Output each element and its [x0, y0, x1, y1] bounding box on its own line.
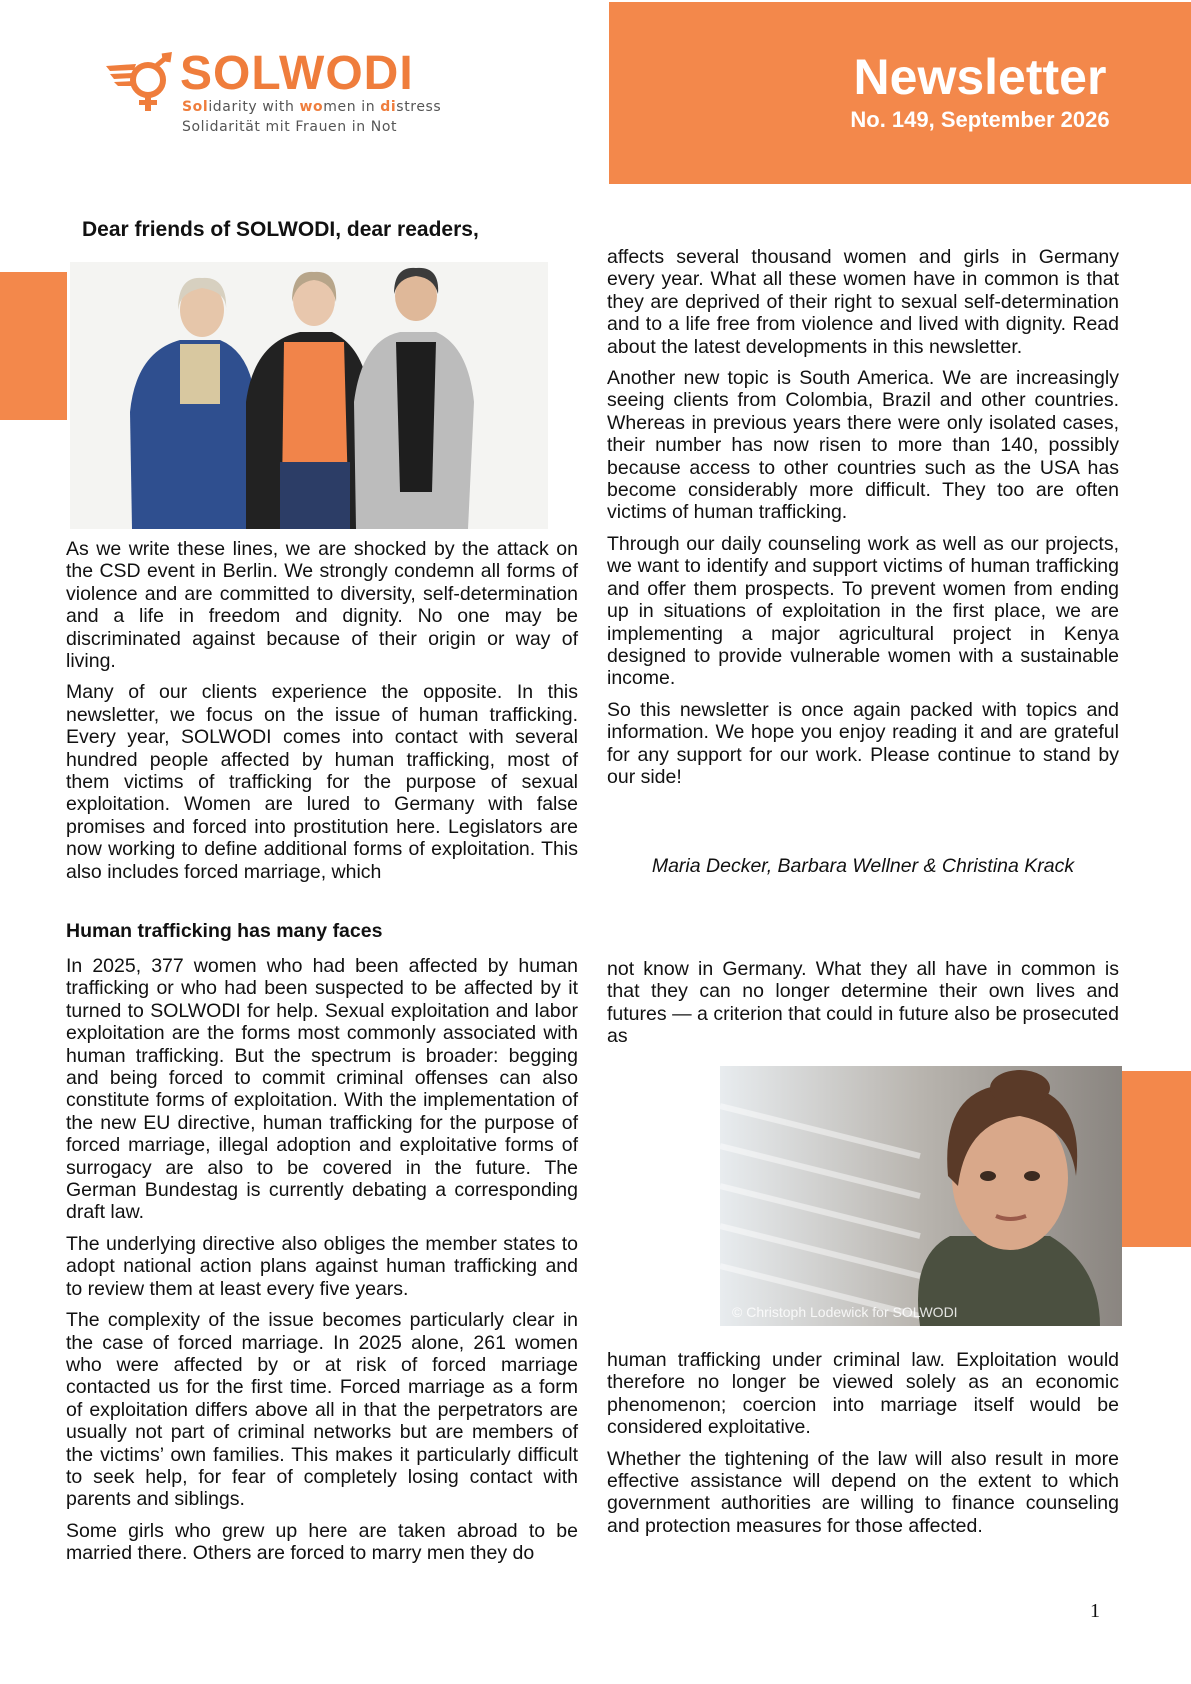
newsletter-issue: No. 149, September 2026	[850, 107, 1110, 132]
paragraph: So this newsletter is once again packed with topics and information. We hope you enjoy reading it and are grateful for any support for our work. Please continue to stand by our side!	[607, 698, 1119, 788]
paragraph: The underlying directive also obliges the member states to adopt national action plans against human trafficking and to review them at least every five years.	[66, 1232, 578, 1300]
paragraph: The complexity of the issue becomes particularly clear in the case of forced marriage. In 2025 alone, 261 women who were affected by or at risk of forced marriage contacted us for the first time. Forced marriage as a form of exploitation differs above all in that the perpetrators are usually not part of criminal networks but are members of the victims’ own families. This makes it particularly difficult to seek help, for fear of completely losing contact with parents and siblings.	[66, 1309, 578, 1511]
logo-tagline-en: Solidarity with women in distress	[182, 99, 442, 115]
paragraph: not know in Germany. What they all have in common is that they can no longer determine their own lives and futures — a criterion that could in future also be prosecuted as	[607, 958, 1119, 1048]
section2-left-column	[66, 955, 578, 1574]
paragraph: Through our daily counseling work as well as our projects, we want to identify and support victims of human trafficking and offer them prospects. To prevent women from ending up in situations of exploitation in the first place, we are implementing a major agricultural project in Kenya designed to provide vulnerable women with a sustainable income.	[607, 532, 1119, 690]
paragraph: Many of our clients experience the opposite. In this newsletter, we focus on the issue of human trafficking. Every year, SOLWODI comes into contact with several hundred people affected by human trafficking, most of them victims of trafficking for the purpose of sexual exploitation. Women are lured to Germany with false promises and forced into prostitution here. Legislators are now working to define additional forms of exploitation. This also includes forced marriage, which	[66, 681, 578, 883]
paragraph: Whether the tightening of the law will also result in more effective assistance will depend on the extent to which government authorities are willing to finance counseling and protection measures for those affected.	[607, 1447, 1119, 1537]
solwodi-logo-icon	[104, 52, 180, 114]
signature: Maria Decker, Barbara Wellner & Christina Krack	[651, 855, 1075, 877]
logo-wordmark: SOLWODI	[180, 47, 414, 100]
page-number: 1	[1090, 1600, 1100, 1622]
woman-portrait-photo	[720, 1066, 1122, 1326]
paragraph: affects several thousand women and girls in Germany every year. What all these women have in common is that they are deprived of their right to sexual self-determination and to a life free from violence and lived with dignity. Read about the latest developments in this newsletter.	[607, 246, 1119, 358]
paragraph: human trafficking under criminal law. Exploitation would therefore no longer be viewed solely as an economic phenomenon; coercion into marriage itself would be considered exploitative.	[607, 1349, 1119, 1439]
paragraph: In 2025, 377 women who had been affected by human trafficking or who had been suspected to be affected by it turned to SOLWODI for help. Sexual exploitation and labor exploitation are the forms most commonly associated with human trafficking. But the spectrum is broader: begging and being forced to commit criminal offenses can also constitute forms of exploitation. With the implementation of the new EU directive, human trafficking for the purpose of forced marriage, illegal adoption and exploitative forms of surrogacy are also to be covered in the future. The German Bundestag is currently debating a corresponding draft law.	[66, 955, 578, 1224]
section2-right-bottom	[607, 1349, 1119, 1546]
newsletter-title: Newsletter	[853, 49, 1107, 105]
left-accent-block	[0, 272, 67, 420]
paragraph: Some girls who grew up here are taken abroad to be married there. Others are forced to marry men they do	[66, 1519, 578, 1565]
paragraph: Another new topic is South America. We are increasingly seeing clients from Colombia, Brazil and other countries. Whereas in previous years there were only isolated cases, their number has now risen to more than 140, possibly because access to other countries such as the USA has become considerably more difficult. They too are often victims of human trafficking.	[607, 367, 1119, 524]
logo-tagline-de: Solidarität mit Frauen in Not	[182, 119, 398, 135]
section-heading: Human trafficking has many faces	[66, 920, 383, 942]
intro-left-column	[66, 538, 578, 892]
greeting-heading: Dear friends of SOLWODI, dear readers,	[82, 218, 479, 241]
photo-credit: © Christoph Lodewick for SOLWODI	[732, 1304, 958, 1320]
paragraph: As we write these lines, we are shocked by the attack on the CSD event in Berlin. We strongly condemn all forms of violence and are committed to diversity, self-determination and a life in freedom and dignity. No one may be discriminated against because of their origin or way of living.	[66, 538, 578, 673]
team-photo	[70, 262, 548, 529]
intro-right-column	[607, 246, 1119, 797]
section2-right-top	[607, 958, 1119, 1057]
